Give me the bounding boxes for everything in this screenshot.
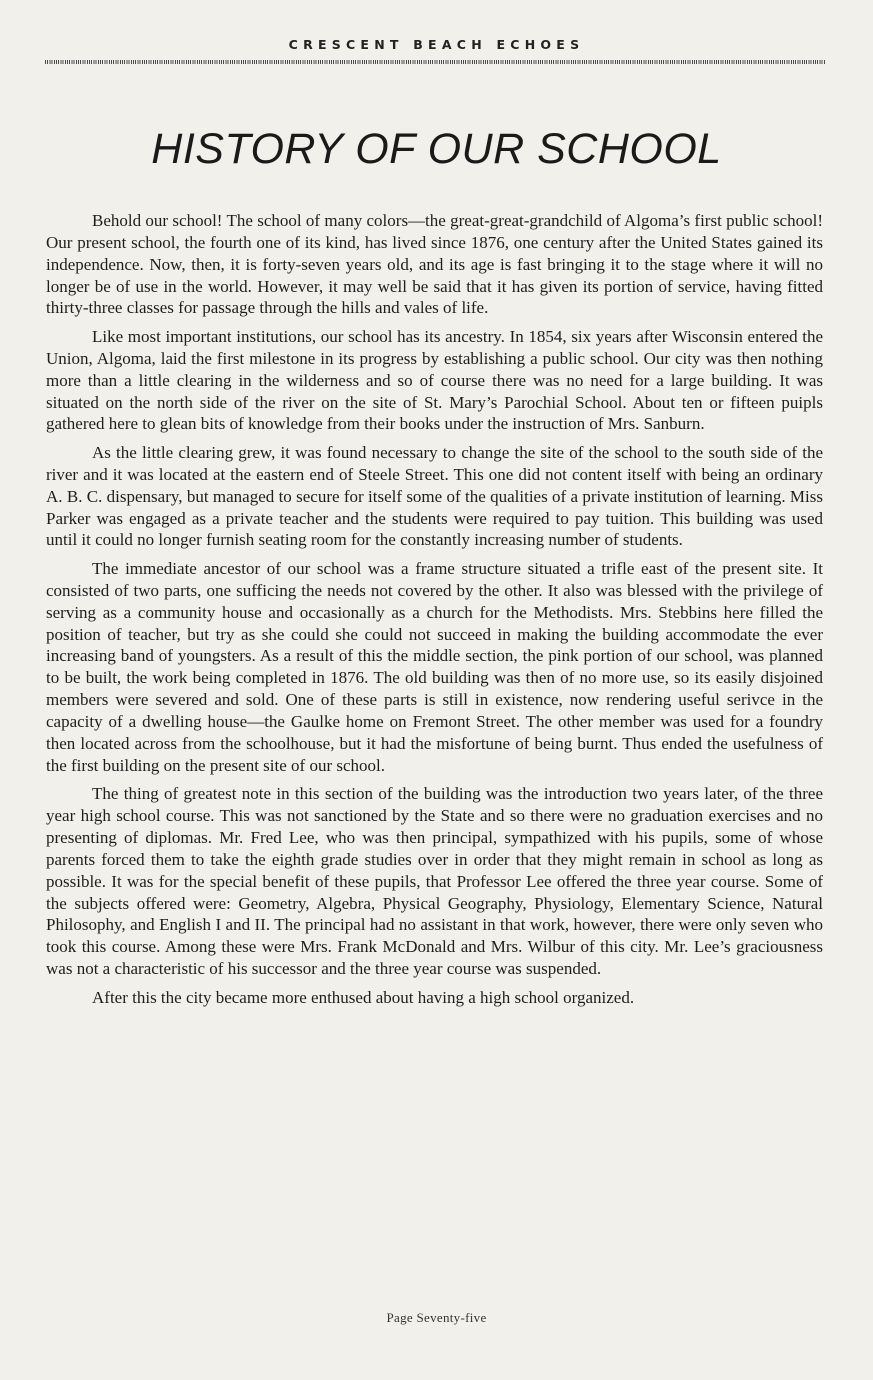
- paragraph-2: Like most important institutions, our school has its ancestry. In 1854, six years after Wisconsin entered the Union, Algoma, laid the first milestone in its progress by establishing a public school. Our city was then nothing more than a little clearing in the wilderness and so of course there was no need for a large building. It was situated on the north side of the river on the site of St. Mary’s Parochial School. About ten or fifteen puipls gathered here to glean bits of knowledge from their books under the instruction of Mrs. Sanburn.: [46, 327, 823, 434]
- paragraph-6: After this the city became more enthused about having a high school organized.: [92, 987, 635, 1007]
- header-rule: [45, 60, 825, 64]
- article-title: HISTORY OF OUR SCHOOL: [151, 125, 722, 173]
- article-body: [46, 210, 823, 1009]
- paragraph-5: The thing of greatest note in this section of the building was the introduction two years later, of the three year high school course. This was not sanctioned by the State and so there were no graduation exercises and no presenting of diplomas. Mr. Fred Lee, who was then principal, sympathized with his pupils, some of whose parents forced them to take the eighth grade studies over in order that they might remain in school as long as possible. It was for the special benefit of these pupils, that Professor Lee offered the three year course. Some of the subjects offered were: Geometry, Algebra, Physical Geography, Physiology, Elementary Science, Natural Philosophy, and English I and II. The principal had no assistant in that work, however, there were only seven who took this course. Among these were Mrs. Frank McDonald and Mrs. Wilbur of this city. Mr. Lee’s graciousness was not a characteristic of his successor and the three year course was suspended.: [46, 784, 823, 979]
- running-header: CRESCENT BEACH ECHOES: [288, 37, 585, 52]
- page-number: Page Seventy-five: [386, 1310, 487, 1325]
- paragraph-3: As the little clearing grew, it was found necessary to change the site of the school to the south side of the river and it was located at the eastern end of Steele Street. This one did not content itself with being an ordinary A. B. C. dispensary, but managed to secure for itself some of the qualities of a private institution of learning. Miss Parker was engaged as a private teacher and the students were required to pay tuition. This building was used until it could no longer furnish seating room for the constantly increasing number of students.: [46, 443, 823, 550]
- paragraph-1: Behold our school! The school of many colors—the great-great-grandchild of Algoma’s first public school! Our present school, the fourth one of its kind, has lived since 1876, one century after the United States gained its independence. Now, then, it is forty-seven years old, and its age is fast bringing it to the stage where it will no longer be of use in the world. However, it may well be said that it has given its portion of service, having fitted thirty-three classes for passage through the hills and vales of life.: [46, 211, 823, 318]
- paragraph-4: The immediate ancestor of our school was a frame structure situated a trifle east of the present site. It consisted of two parts, one sufficing the needs not covered by the other. It also was blessed with the privilege of serving as a community house and occasionally as a church for the Methodists. Mrs. Stebbins here filled the position of teacher, but try as she could she could not succeed in making the building accommodate the ever increasing band of youngsters. As a result of this the middle section, the pink portion of our school, was planned to be built, the work being completed in 1876. The old building was then of no more use, so its easily disjoined members were severed and sold. One of these parts is still in existence, now rendering useful serivce in the capacity of a dwelling house—the Gaulke home on Fremont Street. The other member was used for a foundry then located across from the schoolhouse, but it had the misfortune of being burnt. Thus ended the usefulness of the first building on the present site of our school.: [46, 559, 823, 775]
